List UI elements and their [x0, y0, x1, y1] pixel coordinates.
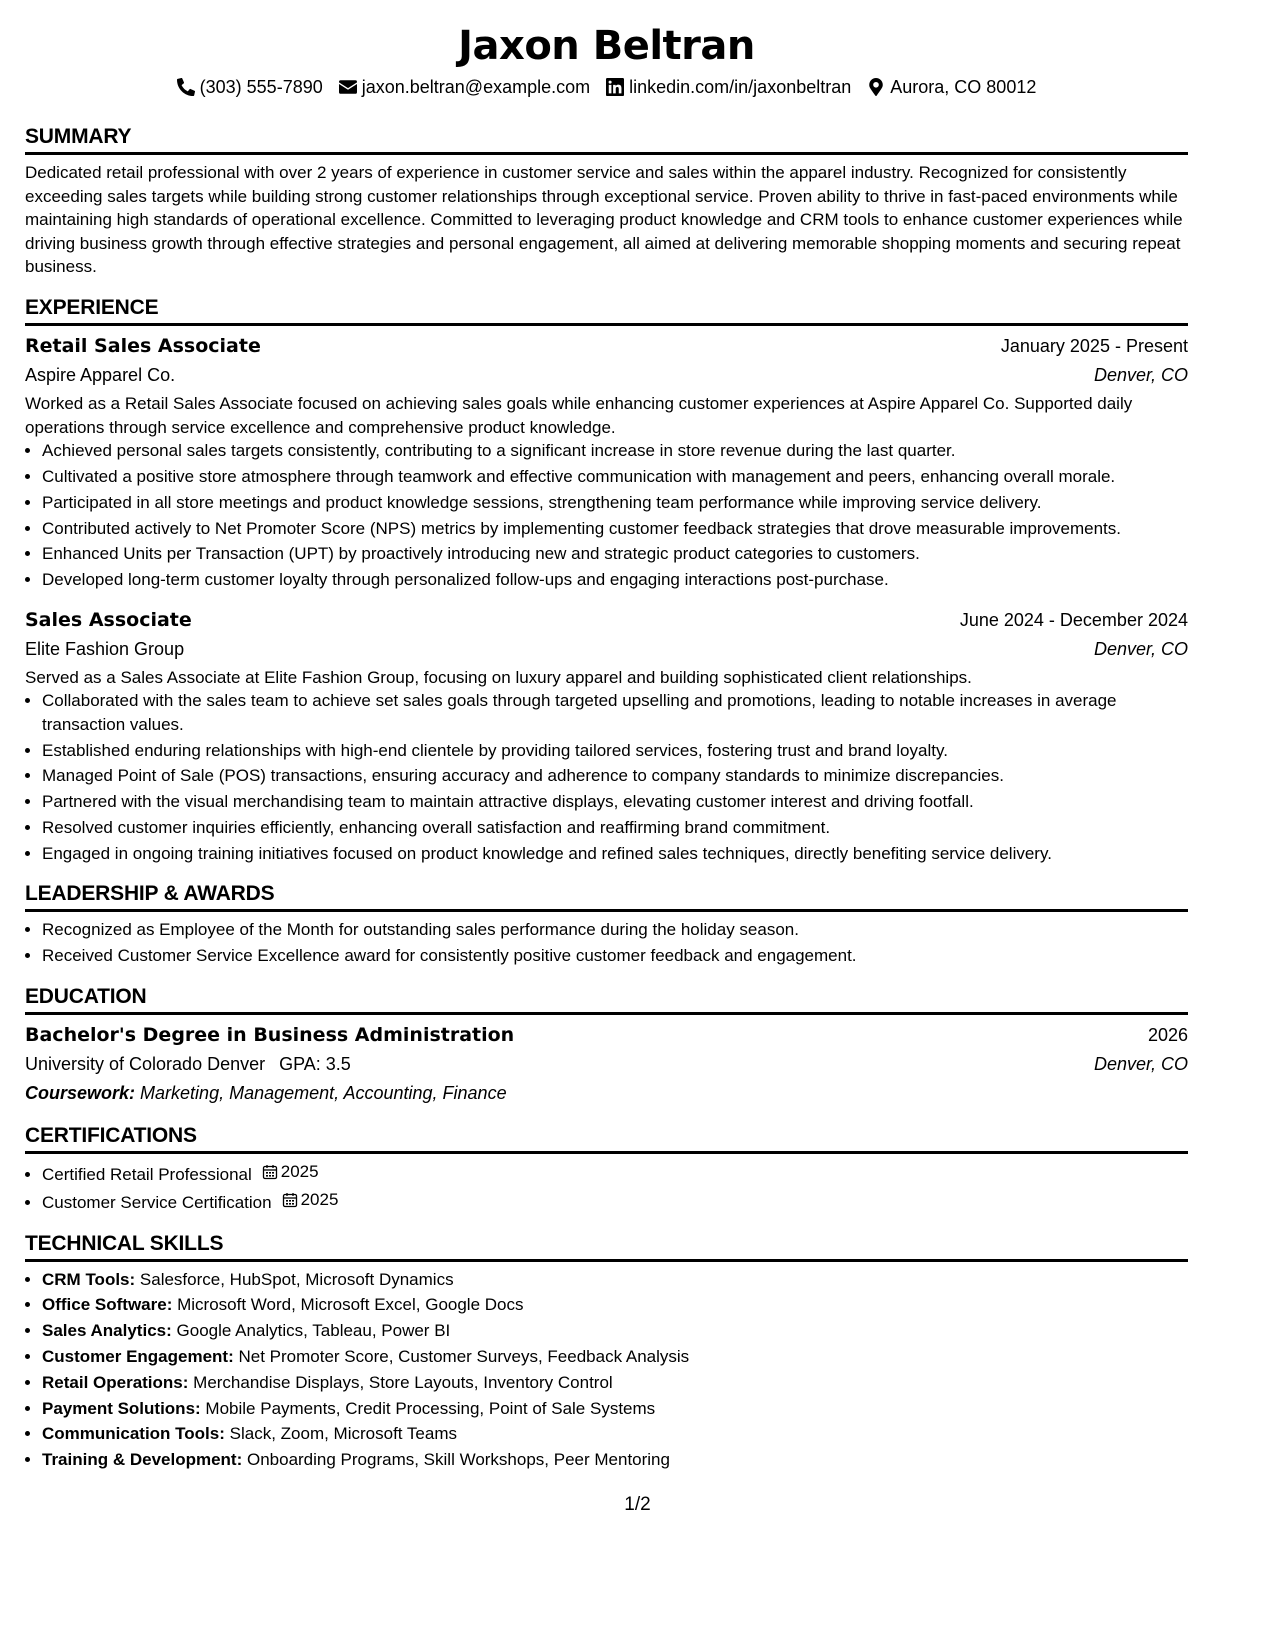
- education-entry: [25, 1021, 1188, 1107]
- skill-values: Mobile Payments, Credit Processing, Point of Sale Systems: [205, 1398, 656, 1418]
- list-item: • Developed long-term customer loyalty through personalized follow-ups and engaging interactions post-purchase.: [42, 568, 1188, 592]
- list-item: • Engaged in ongoing training initiatives focused on product knowledge and refined sales techniques, directly benefiting service delivery.: [42, 842, 1188, 866]
- summary-text: Dedicated retail professional with over 2 years of experience in customer service and sales within the apparel industry. Recognized for consistently exceeding sales targets while building strong customer relationships through exceptional service. Proven ability to thrive in fast-paced environments while maintaining high standards of operational excellence. Committed to leveraging product knowledge and CRM tools to enhance customer experiences while driving business growth through effective strategies and personal engagement, all aimed at delivering memorable shopping moments and securing repeat business.: [25, 163, 1183, 277]
- degree-title: Bachelor's Degree in Business Administration: [25, 1023, 515, 1046]
- job-location: Denver, CO: [1093, 364, 1188, 385]
- school-line: [25, 1049, 351, 1079]
- section-title-certifications: CERTIFICATIONS: [25, 1123, 1188, 1154]
- calendar-icon: [262, 1164, 278, 1180]
- list-item: • Collaborated with the sales team to achieve set sales goals through targeted upselling and promotions, leading to notable increases in average transaction values.: [42, 689, 1188, 736]
- skill-category: Sales Analytics:: [42, 1321, 172, 1341]
- skill-category: Communication Tools:: [42, 1424, 225, 1444]
- leadership-section: [25, 881, 1188, 967]
- contact-email[interactable]: [339, 74, 590, 100]
- list-item: • Managed Point of Sale (POS) transactions, ensuring accuracy and adherence to company standards to minimize discrepancies.: [42, 764, 1188, 788]
- candidate-name: Jaxon Beltran: [458, 23, 755, 69]
- job-company: Aspire Apparel Co.: [25, 364, 176, 385]
- school-name: University of Colorado Denver: [25, 1053, 266, 1074]
- award-list: [25, 918, 1188, 967]
- job-description: Worked as a Retail Sales Associate focused on achieving sales goals while enhancing customer experiences at Aspire Apparel Co. Supported daily operations through service excellence and comprehensive product knowledge.: [25, 393, 1133, 437]
- page-number: 1/2: [624, 1494, 651, 1515]
- list-item: • Achieved personal sales targets consistently, contributing to a significant increase in store revenue during the last quarter.: [42, 439, 1188, 463]
- skill-values: Slack, Zoom, Microsoft Teams: [229, 1424, 457, 1444]
- envelope-icon: [339, 78, 357, 96]
- email-text: jaxon.beltran@example.com: [361, 77, 591, 97]
- skills-list: [25, 1268, 1188, 1472]
- phone-text: (303) 555-7890: [199, 77, 323, 97]
- contact-bar: [25, 74, 1188, 100]
- skill-values: Microsoft Word, Microsoft Excel, Google Docs: [177, 1295, 524, 1315]
- calendar-icon: [282, 1192, 298, 1208]
- job-title: Sales Associate: [25, 608, 192, 631]
- skill-category: Retail Operations:: [42, 1372, 189, 1392]
- list-item: [42, 1188, 1188, 1214]
- coursework-label: Coursework:: [25, 1082, 136, 1103]
- map-marker-icon: [867, 78, 885, 96]
- section-title-leadership: LEADERSHIP & AWARDS: [25, 881, 1188, 912]
- list-item: • Partnered with the visual merchandising team to maintain attractive displays, elevating customer interest and driving footfall.: [42, 790, 1188, 814]
- skill-values: Net Promoter Score, Customer Surveys, Feedback Analysis: [238, 1347, 690, 1367]
- experience-section: [25, 295, 1188, 865]
- summary-section: [25, 124, 1188, 279]
- job-title: Retail Sales Associate: [25, 334, 261, 357]
- job-location: Denver, CO: [1093, 638, 1188, 659]
- list-item: • Recognized as Employee of the Month for outstanding sales performance during the holiday season.: [42, 918, 1188, 942]
- list-item: [42, 1422, 1188, 1446]
- section-title-education: EDUCATION: [25, 984, 1188, 1015]
- skills-section: [25, 1231, 1188, 1472]
- list-item: [42, 1345, 1188, 1369]
- list-item: • Participated in all store meetings and product knowledge sessions, strengthening team performance while improving service delivery.: [42, 491, 1188, 515]
- list-item: • Enhanced Units per Transaction (UPT) by proactively introducing new and strategic product categories to customers.: [42, 542, 1188, 566]
- job-company: Elite Fashion Group: [25, 638, 185, 659]
- list-item: [42, 1448, 1188, 1472]
- resume-page: [25, 20, 1188, 1474]
- contact-phone[interactable]: [177, 74, 323, 100]
- phone-icon: [177, 78, 195, 96]
- job-bullets: [25, 689, 1188, 865]
- list-item: [42, 1293, 1188, 1317]
- location-text: Aurora, CO 80012: [890, 77, 1037, 97]
- certification-year: 2025: [300, 1190, 339, 1210]
- list-item: • Cultivated a positive store atmosphere through teamwork and effective communication with management and peers, enhancing overall morale.: [42, 465, 1188, 489]
- skill-category: Payment Solutions:: [42, 1398, 201, 1418]
- linkedin-icon: [606, 78, 624, 96]
- job-entry: [25, 332, 1188, 592]
- section-title-skills: TECHNICAL SKILLS: [25, 1231, 1188, 1262]
- school-location: Denver, CO: [1093, 1053, 1188, 1074]
- list-item: [42, 1160, 1188, 1186]
- certifications-section: [25, 1123, 1188, 1215]
- list-item: [42, 1319, 1188, 1343]
- skill-values: Onboarding Programs, Skill Workshops, Peer Mentoring: [246, 1450, 670, 1470]
- list-item: [42, 1397, 1188, 1421]
- certification-year: 2025: [280, 1161, 319, 1181]
- list-item: • Resolved customer inquiries efficiently, enhancing overall satisfaction and reaffirming brand commitment.: [42, 816, 1188, 840]
- skill-values: Merchandise Displays, Store Layouts, Inventory Control: [193, 1372, 613, 1392]
- skill-values: Salesforce, HubSpot, Microsoft Dynamics: [139, 1269, 454, 1289]
- certification-name: Customer Service Certification: [42, 1193, 272, 1213]
- skill-category: Customer Engagement:: [42, 1347, 234, 1367]
- coursework-text: Marketing, Management, Accounting, Finance: [140, 1082, 507, 1103]
- section-title-summary: SUMMARY: [25, 124, 1188, 155]
- graduation-year: 2026: [1147, 1024, 1188, 1045]
- contact-linkedin[interactable]: [606, 74, 851, 100]
- job-dates: June 2024 - December 2024: [959, 609, 1188, 630]
- section-title-experience: EXPERIENCE: [25, 295, 1188, 326]
- job-bullets: [25, 439, 1188, 592]
- skill-values: Google Analytics, Tableau, Power BI: [176, 1321, 451, 1341]
- linkedin-text: linkedin.com/in/jaxonbeltran: [629, 77, 852, 97]
- job-description: Served as a Sales Associate at Elite Fashion Group, focusing on luxury apparel and building sophisticated client relationships.: [25, 667, 972, 687]
- list-item: • Established enduring relationships with high-end clientele by providing tailored services, fostering trust and brand loyalty.: [42, 739, 1188, 763]
- list-item: [42, 1268, 1188, 1292]
- skill-category: Office Software:: [42, 1295, 173, 1315]
- education-section: [25, 984, 1188, 1107]
- certification-list: [25, 1160, 1188, 1215]
- skill-category: CRM Tools:: [42, 1269, 136, 1289]
- list-item: • Contributed actively to Net Promoter Score (NPS) metrics by implementing customer feedback strategies that drove measurable improvements.: [42, 517, 1188, 541]
- gpa-text: GPA: 3.5: [279, 1053, 351, 1074]
- job-entry: [25, 606, 1188, 866]
- job-dates: January 2025 - Present: [1000, 335, 1188, 356]
- contact-location: [867, 74, 1036, 100]
- skill-category: Training & Development:: [42, 1450, 243, 1470]
- certification-name: Certified Retail Professional: [42, 1164, 252, 1184]
- list-item: • Received Customer Service Excellence award for consistently positive customer feedback and engagement.: [42, 944, 1188, 968]
- coursework-line: [25, 1079, 1188, 1107]
- list-item: [42, 1371, 1188, 1395]
